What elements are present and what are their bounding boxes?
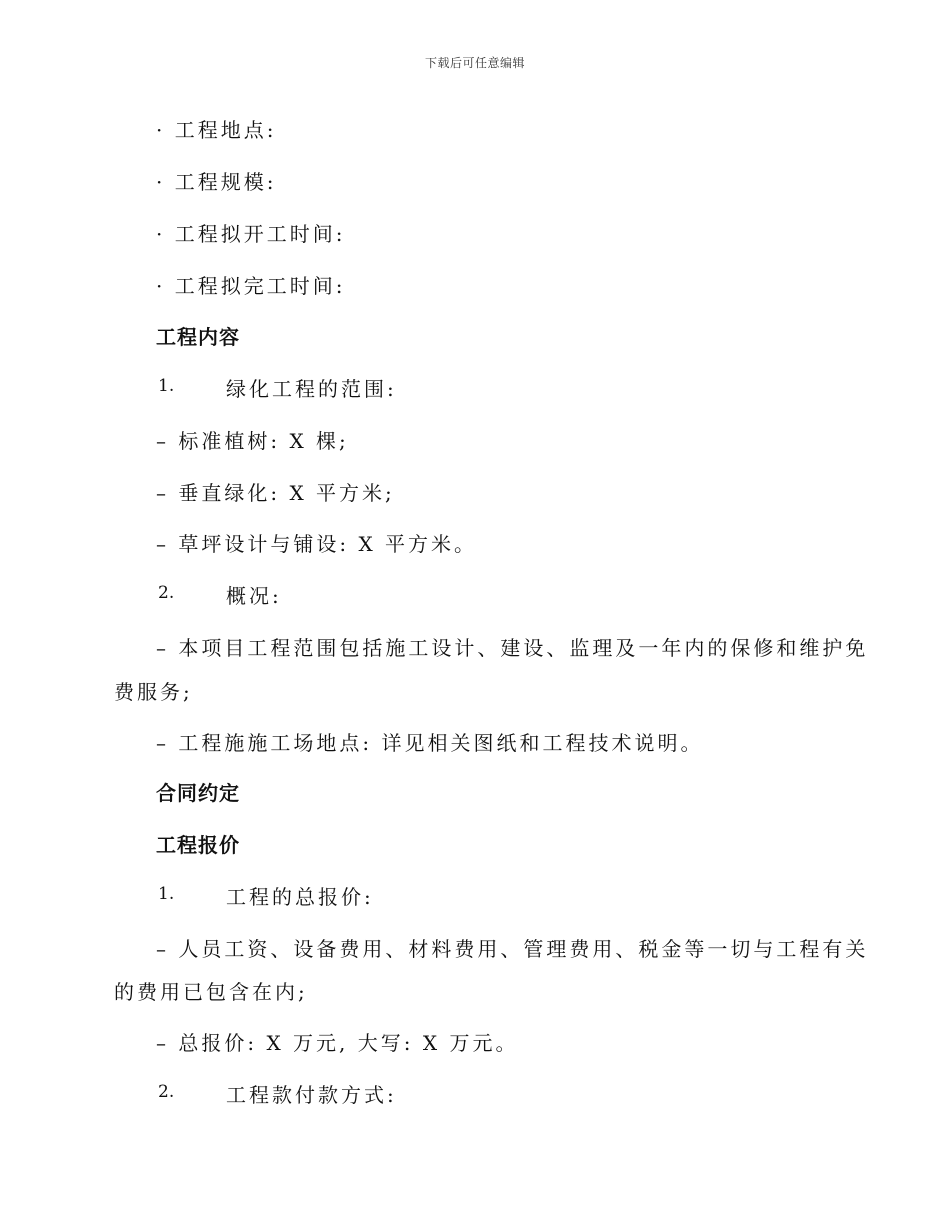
section-heading-contract: 合同约定 bbox=[156, 781, 240, 805]
overview-paragraph-line-2: 费服务; bbox=[114, 680, 193, 704]
scope-item-lawn: – 草坪设计与铺设: X 平方米。 bbox=[156, 532, 478, 556]
list-number: 1. bbox=[158, 884, 175, 904]
list-item-scope: 绿化工程的范围: bbox=[226, 377, 397, 401]
overview-paragraph-line-1: – 本项目工程范围包括施工设计、建设、监理及一年内的保修和维护免 bbox=[156, 636, 869, 660]
scope-item-vertical-greening: – 垂直绿化: X 平方米; bbox=[156, 481, 395, 505]
section-heading-quote: 工程报价 bbox=[156, 833, 240, 857]
overview-site-paragraph: – 工程施施工场地点: 详见相关图纸和工程技术说明。 bbox=[156, 731, 704, 755]
list-number: 1. bbox=[158, 376, 175, 396]
project-location-line: · 工程地点: bbox=[156, 118, 277, 142]
section-heading-project-content: 工程内容 bbox=[156, 325, 240, 349]
list-number: 2. bbox=[158, 1082, 175, 1102]
quote-paragraph-line-2: 的费用已包含在内; bbox=[114, 980, 308, 1004]
project-end-time-line: · 工程拟完工时间: bbox=[156, 274, 346, 298]
list-number: 2. bbox=[158, 583, 175, 603]
page-header: 下载后可任意编辑 bbox=[424, 56, 525, 70]
list-item-overview: 概况: bbox=[226, 584, 282, 608]
list-item-total-quote: 工程的总报价: bbox=[226, 885, 374, 909]
project-start-time-line: · 工程拟开工时间: bbox=[156, 222, 346, 246]
quote-paragraph-line-1: – 人员工资、设备费用、材料费用、管理费用、税金等一切与工程有关 bbox=[156, 937, 869, 961]
total-price-line: – 总报价: X 万元, 大写: X 万元。 bbox=[156, 1031, 519, 1055]
project-scale-line: · 工程规模: bbox=[156, 170, 277, 194]
scope-item-trees: – 标准植树: X 棵; bbox=[156, 429, 349, 453]
list-item-payment-method: 工程款付款方式: bbox=[226, 1083, 397, 1107]
